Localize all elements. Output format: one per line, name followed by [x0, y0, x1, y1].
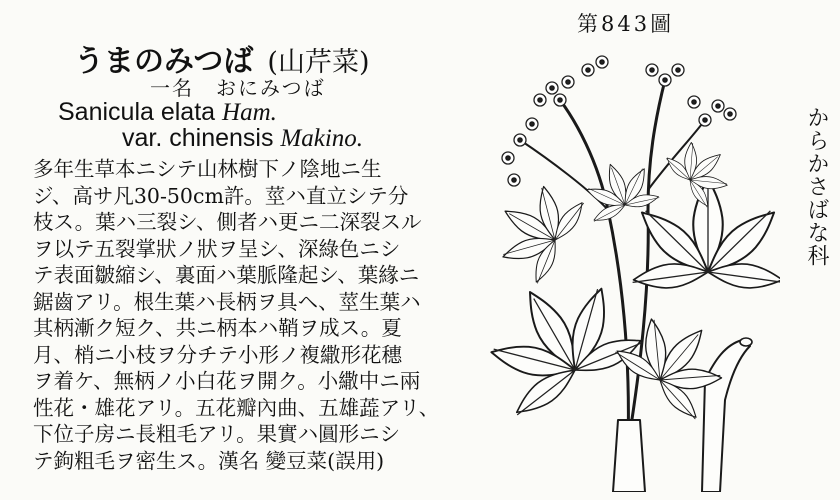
- plant-family: からかさばな科: [804, 106, 829, 267]
- description-line: ヲ着ケ、無柄ノ小白花ヲ開ク。小繖中ニ兩: [33, 369, 421, 393]
- description-line: 月、梢ニ小枝ヲ分チテ小形ノ複繖形花穗: [33, 342, 402, 367]
- scientific-name-genus-species: Sanicula elata: [58, 98, 223, 126]
- description-line: ジ、高サ凡30-50cm許。莖ハ直立シテ分: [33, 183, 409, 208]
- scientific-name-line2: [122, 124, 363, 153]
- plant-illustration: [480, 40, 780, 492]
- plant-name-kanji: (山芹菜): [267, 47, 370, 78]
- figure-number: 第843圖: [577, 12, 675, 36]
- scientific-name-author1: Ham.: [222, 99, 277, 126]
- description-line: テ表面皺縮シ、裏面ハ葉脈隆起シ、葉緣ニ: [33, 263, 420, 287]
- scientific-name-variety: var. chinensis: [122, 124, 281, 152]
- description-line: 下位子房ニ長粗毛アリ。果實ハ圓形ニシ: [33, 422, 401, 446]
- description-line: 多年生草本ニシテ山林樹下ノ陰地ニ生: [33, 157, 382, 181]
- alternate-name-label: 一名: [150, 76, 194, 100]
- alternate-name-value: おにみつば: [216, 76, 326, 100]
- description-line: 其柄漸ク短ク、共ニ柄本ハ鞘ヲ成ス。夏: [33, 316, 402, 340]
- scientific-name-line1: [58, 98, 277, 127]
- scientific-name-author2: Makino.: [280, 125, 364, 152]
- description-line: テ鉤粗毛ヲ密生ス。漢名 變豆菜(誤用): [33, 448, 385, 473]
- description-line: ヲ以テ五裂掌狀ノ狀ヲ呈シ、深綠色ニシ: [33, 236, 401, 261]
- description-line: 鋸齒アリ。根生葉ハ長柄ヲ具ヘ、莖生葉ハ: [33, 289, 421, 314]
- alternate-name: [150, 72, 326, 101]
- description-text: [33, 156, 473, 474]
- description-line: 枝ス。葉ハ三裂シ、側者ハ更ニ二深裂スル: [33, 210, 422, 234]
- description-line: 性花・雄花アリ。五花瓣內曲、五雄蕋アリ、: [33, 395, 440, 420]
- plant-name-japanese: うまのみつば: [74, 44, 254, 79]
